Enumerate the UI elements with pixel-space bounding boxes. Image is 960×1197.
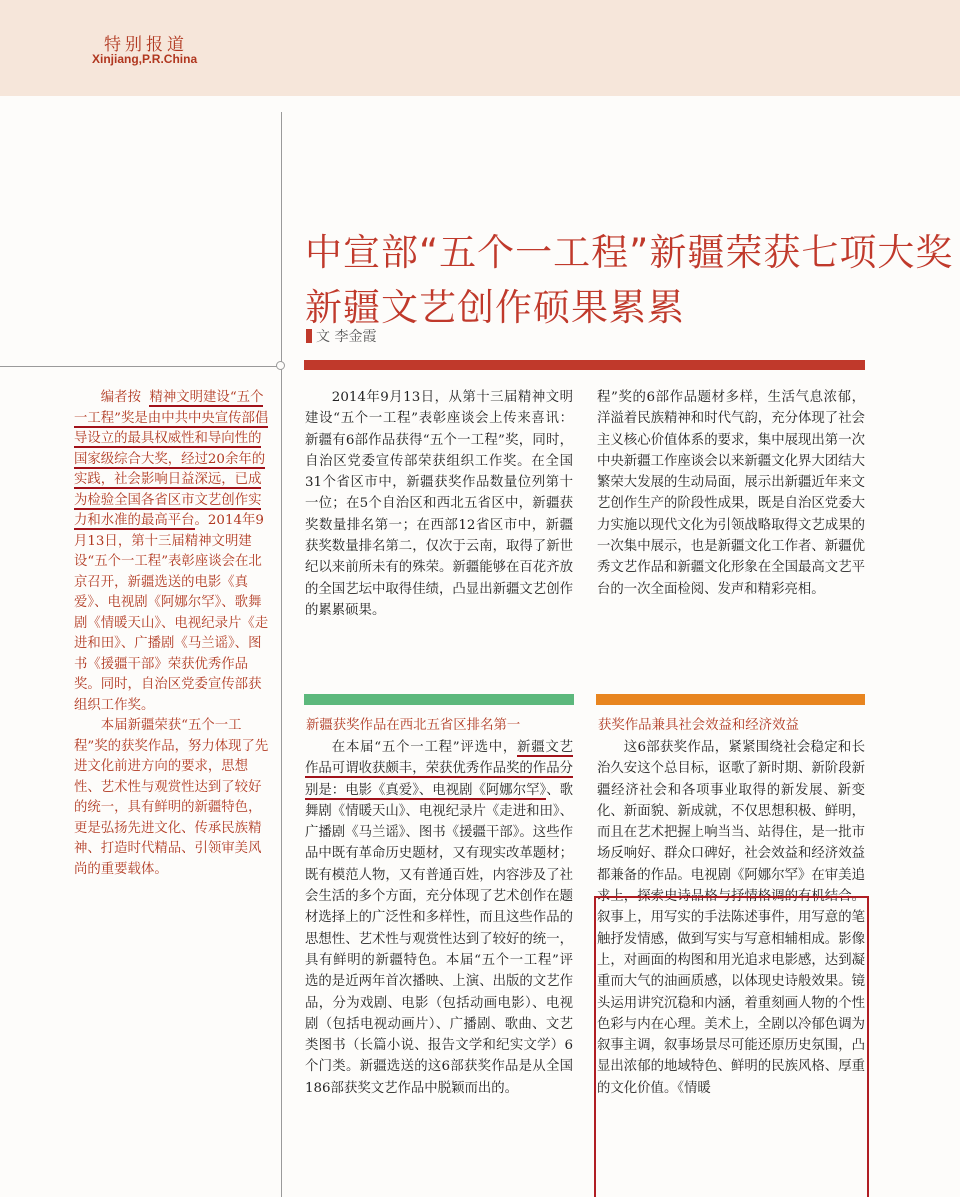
byline-marker (306, 329, 312, 343)
divider-node (276, 361, 285, 370)
article-title: 中宣部“五个一工程”新疆荣获七项大奖 (305, 231, 954, 274)
section-label: 特别报道 (104, 35, 188, 55)
paragraph: 这6部获奖作品，紧紧围绕社会稳定和长治久安这个总目标，讴歌了新时期、新阶段新疆经济社会和各项事业取得的新发展、新变化、新面貌、新成就，不仅思想积极、鲜明，而且在艺术把握上响当当、站得住，是一批市场反响好、群众口碑好，社会效益和经济效益都兼备的作品。电视剧《阿娜尔罕》在审美追求上，探索史诗品格与抒情格调的有机结合。叙事上，用写实的手法陈述事件，用写意的笔触抒发情感，做到写实与写意相辅相成。影像上，对画面的构图和用光追求电影感，达到凝重而大气的油画质感，以体现史诗般效果。镜头运用讲究沉稳和内涵，着重刻画人物的个性色彩与内在心理。美术上，全剧以冷郁色调为叙事主调，叙事场景尽可能还原历史氛围，凸显出浓郁的地域特色、鲜明的民族风格、厚重的文化价值。《情暖 (597, 740, 865, 1096)
editor-note-label: 编者按 (100, 390, 141, 405)
section-heading-2: 获奖作品兼具社会效益和经济效益 (598, 718, 799, 733)
title-rule (304, 360, 865, 370)
paragraph-lead: 在本届“五个一工程”评选中， (331, 740, 518, 755)
byline (306, 326, 376, 346)
paragraph: 程”奖的6部作品题材多样，生活气息浓郁，洋溢着民族精神和时代气韵，充分体现了社会主义核心价值体系的要求，集中展现出第一次中央新疆工作座谈会以来新疆文化界大团结大繁荣大发展的生动局面，展示出新疆近年来文艺创作生产的阶段性成果，既是自治区党委大力实施以现代文化为引领战略取得文艺成果的一次集中展示，也是新疆文化工作者、新疆优秀文艺作品和新疆文化形象在全国最高文艺平台的一次全面检阅、发声和精彩亮相。 (597, 390, 865, 597)
paragraph-underlined: 新疆文艺作品可谓收获颇丰，荣获优秀作品奖的作品分别是：电影《真爱》、电视剧《阿娜尔罕》 (305, 740, 573, 798)
paragraph-rest: 、歌舞剧《情暖天山》、电视纪录片《走进和田》、广播剧《马兰谣》、图书《援疆干部》。这些作品中既有革命历史题材，又有现实改革题材；既有模范人物，又有普通百姓，内容涉及了社会生活的多个方面，充分体现了艺术创作在题材选择上的广泛性和多样性，而且这些作品的思想性、艺术性与观赏性达到了较好的统一，具有鲜明的新疆特色。本届“五个一工程”评选的是近两年首次播映、上演、出版的文艺作品，分为戏剧、电影（包括动画电影）、电视剧（包括电视动画片）、广播剧、歌曲、文艺类图书（长篇小说、报告文学和纪实文学）6个门类。新疆选送的这6部获奖作品是从全国186部获奖文艺作品中脱颖而出的。 (305, 782, 573, 1096)
editor-note-underlined: 精神文明建设“五个一工程”奖是由中共中央宣传部倡导设立的最具权威性和导向性的国家级综合大奖，经过20余年的实践，社会影响日益深远，已成为检验全国各省区市文艺创作实力和水准的最高平台 (74, 390, 269, 528)
sidebar-divider (0, 366, 281, 367)
section-bar-green (304, 694, 574, 705)
editor-note-para2: 本届新疆荣获“五个一工程”奖的获奖作品，努力体现了先进文化前进方向的要求，思想性、艺术性与观赏性达到了较好的统一，具有鲜明的新疆特色，更是弘扬先进文化、传承民族精神、打造时代精品、引领审美风尚的重要载体。 (74, 718, 269, 877)
section-label-en: Xinjiang,P.R.China (92, 52, 198, 66)
column-1-bottom (305, 737, 573, 1099)
column-2-top (597, 387, 865, 600)
paragraph (305, 737, 573, 1099)
column-1-top (305, 387, 573, 621)
article-subtitle: 新疆文艺创作硕果累累 (305, 286, 685, 329)
editor-note-rest: 。2014年9月13日，第十三届精神文明建设“五个一工程”表彰座谈会在北京召开，新疆选送的电影《真爱》、电视剧《阿娜尔罕》、歌舞剧《情暖天山》、电视纪录片《走进和田》、广播剧《马兰谣》、图书《援疆干部》荣获优秀作品奖。同时，自治区党委宣传部获组织工作奖。 (74, 513, 269, 713)
byline-text: 文 李金霞 (316, 329, 377, 345)
editor-note (74, 388, 270, 880)
column-divider (281, 112, 282, 1197)
editor-note-para (74, 388, 270, 716)
highlight-box (594, 896, 869, 1197)
section-heading-1: 新疆获奖作品在西北五省区排名第一 (306, 718, 521, 733)
paragraph: 2014年9月13日，从第十三届精神文明建设“五个一工程”表彰座谈会上传来喜讯：新疆有6部作品获得“五个一工程”奖，同时，自治区党委宣传部荣获组织工作奖。在全国31个省区市中，新疆获奖作品数量位列第十一位；在5个自治区和西北五省区中，新疆获奖数量排名第一；在西部12省区市中，新疆获奖数量排名第二，仅次于云南，取得了新世纪以来前所未有的殊荣。新疆能够在百花齐放的全国艺坛中取得佳绩，凸显出新疆文艺创作的累累硕果。 (305, 390, 573, 618)
section-bar-orange (596, 694, 865, 705)
